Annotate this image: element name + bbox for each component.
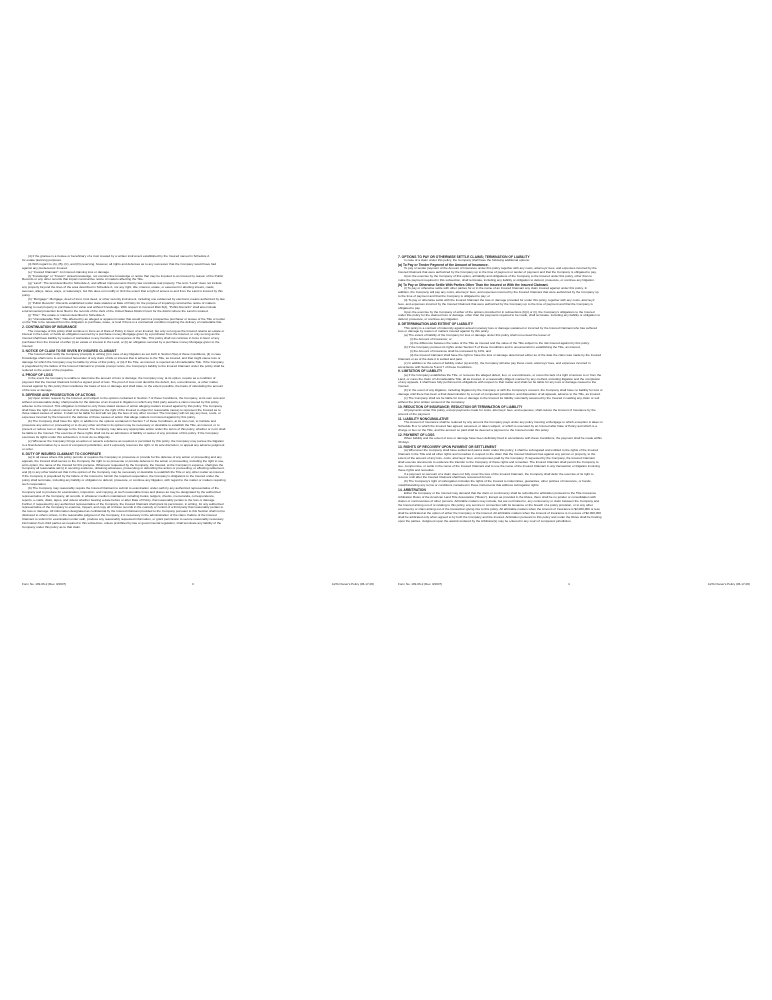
text-line: Records or any other records that impart constructive notice of matters affecting the Title. <box>22 278 144 282</box>
text-line: disclosed to others unless, in the reasonable judgment of the Company, it is necessary in the administration of the claim. Failure of the Insured <box>22 514 217 518</box>
text-line: to the time of payment and that the Company is obligated to pay; or <box>398 294 491 298</box>
footer-policy-name: ALTA Owner's Policy (06-17-06) <box>707 582 750 586</box>
text-line: To pay or tender payment of the Amount of Insurance under this policy together with any costs, attorneys' fees, and expenses incurred by the <box>404 267 597 271</box>
section-heading: 9. LIMITATION OF LIABILITY <box>398 369 443 374</box>
text-line: (ii) To pay or otherwise settle with the Insured Claimant the loss or damage provided for under this policy, together with any costs, attorneys' <box>404 298 595 302</box>
page-body <box>398 255 750 577</box>
footer-form-number: Form No. 109-06-2 (Rev. 3/2007) <box>398 582 443 586</box>
section-heading: 14. ARBITRATION <box>398 488 426 493</box>
text-line: Insured shall have liability by reason of warranties in any transfer or conveyance of the Title. This policy shall not continue in force in favor of any <box>22 337 220 341</box>
text-line: upon the parties. Judgment upon the award rendered by the Arbitrator(s) may be entered in any court of competent jurisdiction. <box>398 519 572 523</box>
text-line: (a) Whenever the Company shall have settled and paid a claim under this policy, it shall be subrogated and entitled to the rights of the Insured <box>404 449 598 453</box>
section-heading: 4. PROOF OF LOSS <box>22 372 53 377</box>
text-line: Company all reasonable aid (i) in securing evidence, obtaining witnesses, prosecuting or defending the action or proceeding, or effecting settlement, <box>22 467 225 471</box>
text-line: without unreasonable delay, shall provide for the defense of an Insured in litigation in which any third party asserts a claim covered by this policy <box>22 400 219 404</box>
text-line: (c) Whenever the Company brings an action or asserts a defense as required or permitted by this policy, the Company may pursue the litigation <box>28 439 224 443</box>
text-line: Claimant or as of the date it is settled and paid. <box>398 357 463 361</box>
section-heading: 11. LIABILITY NONCUMULATIVE <box>398 416 449 421</box>
text-line: prosecute any action or proceeding or to do any other act that in its opinion may be necessary or desirable to establish the Title, as insured, or to <box>22 424 220 428</box>
text-line: or order. <box>22 447 34 451</box>
text-line: interest in the Land, or holds an obligation secured by a purchase money Mortgage given by a purchaser from the Insured, or only so long as the <box>22 333 220 337</box>
text-line: without the prior written consent of the Company. <box>398 401 466 405</box>
footer-page-number: 4 <box>568 582 570 586</box>
page-4 <box>398 255 750 587</box>
text-line: (a) Upon written request by the Insured, and subject to the options contained in Section 7 of these Conditions, the Company, at its own cost and <box>28 396 225 400</box>
text-line: appeals, the Insured shall secure to the Company the right to so prosecute or provide defense in the action or proceeding, including the right to use, <box>22 459 225 463</box>
text-line: (i) the Amount of Insurance shall be increased by 10%, and <box>410 349 492 353</box>
page-3 <box>22 255 374 587</box>
text-line: damage until there has been a final determination by a court of competent jurisdiction, and disposition of all appeals, adverse to the Title, as insured. <box>398 393 601 397</box>
text-line: (g) "Land": The land described in Schedule A, and affixed improvements that by law constitute real property. The term "Land" does not include <box>28 282 222 286</box>
text-line: Upon the exercise by the Company of either of the options provided for in subsections (b)(i) or (ii), the Company's obligations to the Insured <box>404 310 595 314</box>
text-line: on the Title to be released from the obligation to purchase, lease, or lend if there is a contractual condition requiring the delivery of marketable title. <box>22 321 223 325</box>
text-line: (i) "Public Records": Records established under state statutes at Date of Policy for the purpose of imparting constructive notice of matters <box>28 301 216 305</box>
section-heading: 6. DUTY OF INSURED CLAIMANT TO COOPERATE <box>22 451 101 456</box>
text-line: claims or controversies of other persons. Arbitrable matters may include, but are not limited to, any controversy or claim between the Company and <box>398 500 600 504</box>
section-heading: 7. OPTIONS TO PAY OR OTHERWISE SETTLE CLAIMS; TERMINATION OF LIABILITY <box>398 255 530 259</box>
text-line: Upon the exercise by the Company of this option, all liability and obligations of the Company to the Insured under this policy, other than to <box>404 275 592 279</box>
text-line: loss or damage by reason of matters insured against by this policy. <box>398 330 490 334</box>
text-line: All payments under this policy, except payments made for costs, attorneys' fees, and expenses, shall reduce the Amount of Insurance by the <box>404 409 596 413</box>
text-line: Insured. <box>22 345 34 349</box>
text-line: obligated to pay. <box>398 306 421 310</box>
text-line: Land, or cures the claim of Unmarketable Title, all as insured, in a reasonably diligent manner by any method, including litigation and the completion <box>398 377 601 381</box>
text-line: Company under this policy as to that claim. <box>22 526 81 530</box>
text-line: (k) "Unmarketable Title": Title affected by an alleged or apparent matter that would permit a prospective purchaser or lessee of the Title or lender <box>28 317 226 321</box>
text-line: for estate planning purposes. <box>22 258 62 262</box>
text-line: Claimant in the Title and all other rights and remedies in respect to the claim that the Insured Claimant has against any person or property, to the <box>398 452 596 456</box>
text-line: reports, e-mails, disks, tapes, and videos whether bearing a date before or after Date of Policy, that reasonably pertain to the loss or damage. <box>22 498 216 502</box>
text-line: extent of the amount of any loss, costs, attorneys' fees, and expenses paid by the Company. If requested by the Company, the Insured Claimant <box>398 456 595 460</box>
text-line: the Insured arising out of or relating to this policy, any service in connection with its issuance or the breach of a policy provision, or to any other <box>398 504 593 508</box>
text-line: reduced to the extent of the prejudice. <box>22 368 74 372</box>
text-line: these rights and remedies. <box>398 468 435 472</box>
text-line: prevent or reduce loss or damage to the Insured. The Company may take any appropriate action under the terms of this policy, whether or not it shall <box>22 428 226 432</box>
text-line: In case of a claim under this policy, the Company shall have the following additional options: <box>404 259 530 263</box>
page-footer <box>398 581 750 587</box>
text-line: (ii) the Insured Claimant shall have the right to have the loss or damage determined either as of the date the claim was made by the Insured <box>410 353 602 357</box>
text-line: exercises its rights under this subsection, it must do so diligently. <box>22 435 111 439</box>
text-line: payment that the Insured Claimant furnish a signed proof of loss. The proof of loss must describe the defect, lien, encumbrance, or other matter <box>22 380 218 384</box>
text-line: (c) In addition to the extent of liability under (a) and (b), the Company will also pay those costs, attorneys' fees, and expenses incurred in <box>404 361 591 365</box>
text-line: Schedule B or to which the Insured has agreed, assumed, or taken subject, or which is executed by an Insured after Date of Policy and which is a <box>398 425 597 429</box>
text-line: to a final determination by a court of competent jurisdiction, and it expressly reserves the right, in its sole discretion, to appeal any adverse judgment <box>22 443 225 447</box>
page-body <box>22 255 374 577</box>
text-line: Insured. <box>398 385 410 389</box>
text-line: relating to real property to purchasers for value and without Knowledge. With respect to Covered Risk 5(d), "Public Records" shall also include <box>22 305 217 309</box>
text-line: shall be arbitrated at the option of either the Company or the Insured. All arbitrable matters when the Amount of Insurance is in excess of $2,000,000 <box>398 511 601 515</box>
text-line: In the event the Company is unable to determine the amount of loss or damage, the Company may, at its option, require as a condition of <box>28 376 216 380</box>
text-line: Further, if requested by any authorized representative of the Company, the Insured Claimant shall grant its permission, in writing, for any authorized <box>22 502 224 506</box>
text-line: expenses incurred by the Insured in the defense of those causes of action that allege matters not insured against by this policy. <box>22 416 196 420</box>
text-line: charge or lien on the Title, and the amount so paid shall be deemed a payment to the Insured under this policy. <box>398 428 550 432</box>
section-heading: 13. RIGHTS OF RECOVERY UPON PAYMENT OR SETTLEMENT <box>398 444 497 449</box>
text-line: shall execute documents to evidence the transfer to the Company of these rights and remedies. The Insured Claimant shall permit the Company to <box>398 460 599 464</box>
text-line: policy. <box>22 294 31 298</box>
text-line: (b) The Company's right of subrogation includes the rights of the Insured to indemnities, guaranties, other policies of insurance, or bonds, <box>404 480 592 484</box>
text-line: (ii) the difference between the value of the Title as insured and the value of the Title subject to the risk insured against by this policy. <box>410 342 590 346</box>
footer-page-number: 3 <box>192 582 194 586</box>
text-line: (a) In all cases where this policy permits or requires the Company to prosecute or provide for the defense of any action or proceeding and any <box>28 455 222 459</box>
text-line: insured against by this policy that constitutes the basis of loss or damage and shall state, to the extent possible, the basis of calculating the amount <box>22 384 224 388</box>
text-line: Company and to produce for examination, inspection, and copying, at such reasonable times and places as may be designated by the authorized <box>22 490 221 494</box>
section-heading: 3. NOTICE OF CLAIM TO BE GIVEN BY INSURED CLAIMANT <box>22 349 117 354</box>
footer-policy-name: ALTA Owner's Policy (06-17-06) <box>331 582 374 586</box>
text-line: notwithstanding any terms or conditions contained in those instruments that address subrogation rights. <box>398 484 540 488</box>
text-line: (a) The extent of liability of the Company for loss or damage under this policy shall not exceed the lesser of <box>404 334 551 338</box>
text-line: recover until after the Insured Claimant shall have recovered its loss. <box>398 476 492 480</box>
text-line: under this policy for the claimed loss or damage, other than the payments required to be made, shall terminate, including any liability or obligation to <box>398 314 601 318</box>
text-line: adverse to the Insured. This obligation is limited to only those stated causes of action alleging matters insured against by this policy. The Company <box>22 404 223 408</box>
text-line: controversy or claim arising out of the transaction giving rise to this policy. All arbitrable matters when the Amount of Insurance is $2,000,000 or less <box>398 507 600 511</box>
text-line: accordance with Sections 5 and 7 of these Conditions. <box>398 365 473 369</box>
section-heading: 5. DEFENSE AND PROSECUTION OF ACTIONS <box>22 392 96 397</box>
text-line: any property beyond the lines of the area described in Schedule A, nor any right, title, interest, estate, or easement in abutting streets, roads, <box>22 286 215 290</box>
text-line: is prejudiced by the failure of the Insured Claimant to provide prompt notice, the Company's liability to the Insured Claimant under the policy shall be <box>22 364 225 368</box>
text-line: of any appeals, it shall have fully performed its obligations with respect to that matter and shall not be liable for any loss or damage caused to the <box>398 381 597 385</box>
text-line: those stated causes of action. It shall not be liable for and will not pay the fees of any other counsel. The Company will not pay any fees, costs, or <box>22 412 221 416</box>
text-line: such cooperation. <box>22 483 47 487</box>
text-line: (b) The Company may reasonably require the Insured Claimant to submit to examination under oath by any authorized representative of the <box>28 486 220 490</box>
text-line: (i) To pay or otherwise settle with other parties for or in the name of an Insured Claimant any claim insured against under this policy. In <box>404 287 588 291</box>
section-heading: 8. DETERMINATION AND EXTENT OF LIABILITY <box>398 322 473 327</box>
section-heading: (a) To Pay or Tender Payment of the Amount of Insurance. <box>398 263 489 268</box>
text-line: Claimant to submit for examination under oath, produce any reasonably requested information, or grant permission to secure reasonably necessary <box>22 518 224 522</box>
text-line: The Amount of Insurance shall be reduced by any amount the Company pays under any policy insuring a Mortgage to which exception is taken in <box>404 421 603 425</box>
text-line: amount of the payment. <box>398 413 431 417</box>
text-line: of the loss or damage. <box>22 388 53 392</box>
text-line: (j) "Title": The estate or interest described in Schedule A. <box>28 313 106 317</box>
text-line: at its option, the name of the Insured for this purpose. Whenever requested by the Company, the Insured, at the Company's expense, shall give the <box>22 463 224 467</box>
text-line: policy shall terminate, including any liability or obligation to defend, prosecute, or continue any litigation, with regard to the matter or matters requiring <box>22 479 226 483</box>
text-line: fees, and expenses incurred by the Insured Claimant that were authorized by the Company up to the time of payment and that the Company is <box>398 302 593 306</box>
text-line: information from third parties as required in this subsection, unless prohibited by law or governmental regulation, shall terminate any liability of the <box>22 522 222 526</box>
text-line: (c) The Company shall not be liable for loss or damage to the Insured for liability voluntarily assumed by the Insured in settling any claim or suit <box>404 397 600 401</box>
text-line: be liable to the Insured. The exercise of these rights shall not be an admission of liability or waiver of any provision of this policy. If the Company <box>22 431 219 435</box>
text-line: 30 days. <box>398 440 410 444</box>
text-line: shall have the right to select counsel of its choice (subject to the right of the Insured to object for reasonable cause) to represent the Insured as to <box>22 408 221 412</box>
footer-form-number: Form No. 109-06-2 (Rev. 3/2007) <box>22 582 67 586</box>
text-line: This policy is a contract of indemnity against actual monetary loss or damage sustained or incurred by the Insured Claimant who has suffered <box>404 326 598 330</box>
text-line: Insured Claimant that were authorized by the Company up to the time of payment or tender of payment and that the Company is obligated to pay. <box>398 271 597 275</box>
section-heading: 10. REDUCTION OF INSURANCE; REDUCTION OR TERMINATION OF LIABILITY <box>398 404 523 409</box>
text-line: environmental protection liens filed in the records of the clerk of the United States District Court for the district where the Land is located. <box>22 309 209 313</box>
text-line: against any predecessor Insured. <box>22 266 68 270</box>
text-line: The coverage of this policy shall continue in force as of Date of Policy in favor of an Insured, but only so long as the Insured retains an estate or <box>28 329 225 333</box>
text-line: (e) "Insured Claimant": An Insured claiming loss or damage. <box>28 270 110 274</box>
text-line: (f) "Knowledge" or "Known": Actual knowledge, not constructive knowledge or notice that may be imputed to an Insured by reason of the Public <box>28 274 224 278</box>
section-heading: 2. CONTINUATION OF INSURANCE <box>22 325 77 330</box>
text-line: addition, the Company will pay any costs, attorneys' fees, and expenses incurred by the Insured Claimant that were authorized by the Company up <box>398 291 599 295</box>
text-line: (b) The Company shall have the right, in addition to the options contained in Section 7 of these Conditions, at its own cost, to institute and <box>28 420 216 424</box>
text-line: shall be arbitrated only when agreed to by both the Company and the Insured. Arbitration pursuant to this policy and under the Rules shall be binding <box>398 515 602 519</box>
section-heading: 12. PAYMENT OF LOSS <box>398 432 435 437</box>
text-line: The Insured shall notify the Company promptly in writing (i) in case of any litigation as set forth in Section 5(a) of these Conditions, (ii) in case <box>28 353 221 357</box>
text-line: make the payment required in this subsection, shall terminate, including any liability or obligation to defend, prosecute, or continue any litigation. <box>398 279 595 283</box>
text-line: (b) If the Company pursues its rights under Section 5 of these Conditions and is unsuccessful in establishing the Title, as insured, <box>404 346 581 350</box>
text-line: purchaser from the Insured of either (i) an estate or interest in the Land, or (ii) an obligation secured by a purchase money Mortgage given to the <box>22 341 220 345</box>
text-line: If the Company is prejudiced by the failure of the Insured to furnish the required cooperation, the Company's obligations to the Insured under the <box>22 475 220 479</box>
text-line: damage for which the Company may be liable by virtue of this policy, or (iii) if the Title, as insured, is rejected as Unmarketable Title. If the Company <box>22 361 224 365</box>
text-line: If a payment on account of a claim does not fully cover the loss of the Insured Claimant, the Company shall defer the exercise of its right to <box>404 472 594 476</box>
text-line: When liability and the extent of loss or damage have been definitely fixed in accordance with these Conditions, the payment shall be made within <box>404 437 602 441</box>
text-line: the loss or damage. All information designated as confidential by the Insured Claimant provided to the Company pursuant to this Section shall not be <box>22 510 225 514</box>
text-line: and (ii) in any other lawful act that in the opinion of the Company may be necessary or desirable to establish the Title or any other matter as insured. <box>22 471 225 475</box>
text-line: (i) the Amount of Insurance; or <box>410 338 452 342</box>
page-footer <box>22 581 374 587</box>
text-line: Knowledge shall come to an Insured hereunder of any claim of title or interest that is adverse to the Title, as insured, and that might cause loss or <box>22 357 221 361</box>
text-line: Either the Company or the Insured may demand that the claim or controversy shall be submitted to arbitration pursuant to the Title Insurance <box>404 492 597 496</box>
text-line: (a) If the Company establishes the Title, or removes the alleged defect, lien, or encumbrance, or cures the lack of a right of access to or from the <box>404 373 602 377</box>
text-line: sue, compromise, or settle in the name of the Insured Claimant and to use the name of the Insured Claimant in any transaction or litigation involving <box>398 464 600 468</box>
text-line: Arbitration Rules of the American Land Title Association ("Rules"). Except as provided in the Rules, there shall be no joinder or consolidation with <box>398 496 596 500</box>
text-line: representative of the Company to examine, inspect, and copy all of these records in the custody or control of a third party that reasonably pertain to <box>22 506 224 510</box>
text-line: representative of the Company, all records, in whatever medium maintained, including books, ledgers, checks, memoranda, correspondence, <box>22 494 215 498</box>
text-line: (h) "Mortgage": Mortgage, deed of trust, trust deed, or other security instrument, including one evidenced by electronic means authorized by law. <box>28 297 226 301</box>
section-heading: (b) To Pay or Otherwise Settle With Parties Other Than the Insured or With the Insured Claimant. <box>398 282 549 287</box>
text-line: avenues, alleys, lanes, ways, or waterways, but this does not modify or limit the extent that a right of access to and from the Land is insured by this <box>22 290 223 294</box>
text-line: (ii) With regard to (A), (B), (C), and (D) reserving, however, all rights and defenses as to any successor that the Company would have had <box>28 262 217 266</box>
text-line: (4) if the grantee is a trustee or beneficiary of a trust created by a written instrument established by the Insured named in Schedule A <box>28 255 210 258</box>
text-line: (b) In the event of any litigation, including litigation by the Company or with the Company's consent, the Company shall have no liability for loss or <box>404 389 603 393</box>
text-line: defend, prosecute, or continue any litigation. <box>398 318 459 322</box>
